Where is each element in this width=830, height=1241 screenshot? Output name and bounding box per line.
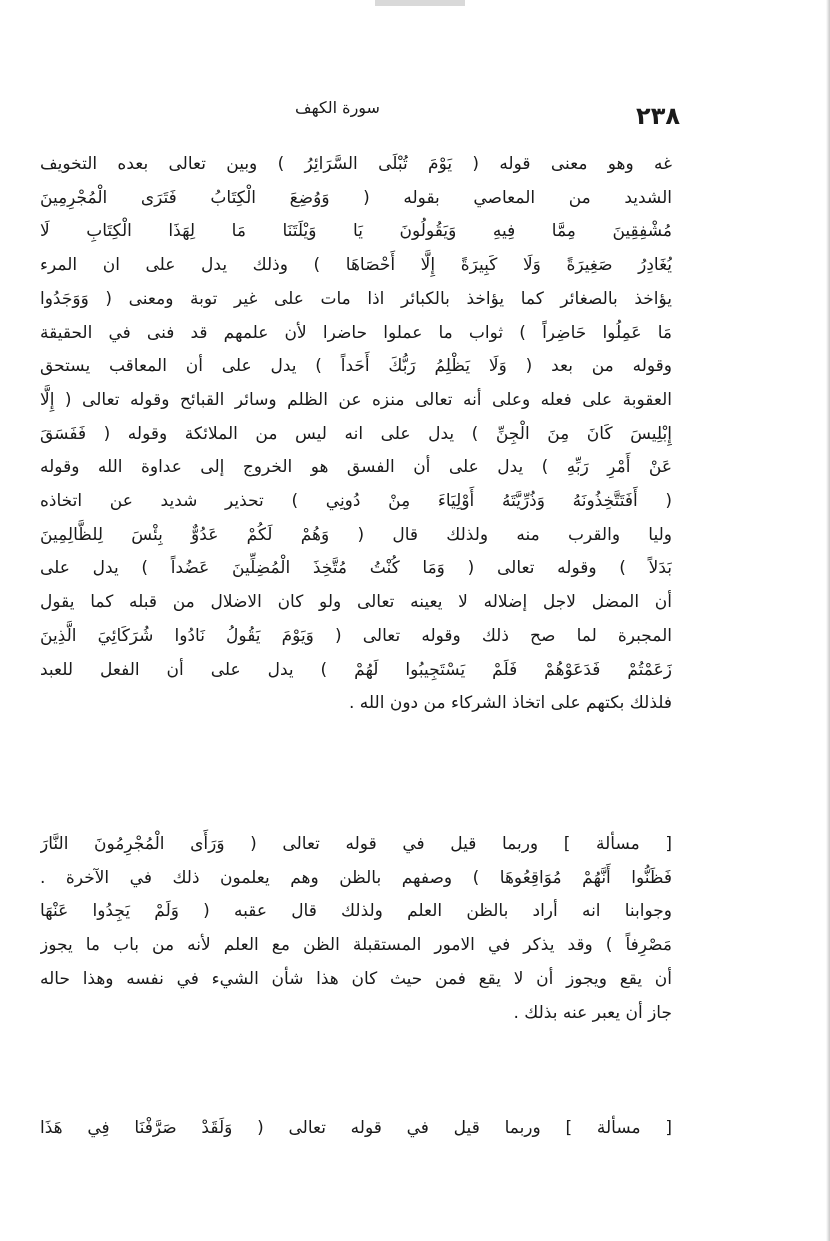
paragraph-commentary [40, 148, 672, 721]
text-line: [ مسألة ] وربما قيل في قوله تعالى ( وَلَقَدْ صَرَّفْنَا فِي هَذَا [40, 1118, 672, 1138]
text-line: يؤاخذ بالصغائر كما يؤاخذ بالكبائر اذا مات على غير توبة ومعنى ( وَوَجَدُوا [40, 288, 672, 309]
text-line: الشديد من المعاصي بقوله ( وَوُضِعَ الْكِتَابُ فَتَرَى الْمُجْرِمِينَ [40, 187, 672, 208]
text-line: جاز أن يعبر عنه بذلك . [513, 1002, 672, 1023]
text-line: مَا عَمِلُوا حَاضِراً ) ثواب ما عملوا حاضرا لأن علمهم قد فنى في الحقيقة [40, 322, 672, 343]
surah-title: سورة الكهف [295, 98, 380, 117]
text-line: وجوابنا انه أراد بالظن العلم ولذلك قال عقبه ( وَلَمْ يَجِدُوا عَنْهَا [40, 901, 672, 922]
text-line: أن يقع ويجوز أن لا يقع فمن حيث كان هذا شأن الشيء في نفسه وهذا حاله [40, 968, 672, 989]
text-line: وقوله من بعد ( وَلَا يَظْلِمُ رَبُّكَ أَحَداً ) يدل على أن المعاقب يستحق [40, 356, 672, 377]
text-line: ( أَفَتَتَّخِذُونَهُ وَذُرِّيَّتَهُ أَوْلِيَاءَ مِنْ دُونِي ) تحذير شديد عن اتخاذه [40, 491, 672, 512]
text-line: غه وهو معنى قوله ( يَوْمَ تُبْلَى السَّرَائِرُ ) وبين تعالى بعده التخويف [40, 154, 672, 174]
page-header [40, 98, 680, 134]
text-line: أن المضل لاجل إضلاله لا يعينه تعالى ولو كان الاضلال من قبله كما يقول [40, 592, 672, 613]
text-line: مَصْرِفاً ) وقد يذكر في الامور المستقبلة الظن مع العلم لأنه من باب ما يجوز [40, 935, 672, 956]
text-line: المجبرة لما صح ذلك وقوله تعالى ( وَيَوْمَ يَقُولُ نَادُوا شُرَكَائِيَ الَّذِينَ [40, 625, 672, 646]
paragraph-question-1 [40, 828, 672, 1030]
text-line: بَدَلاً ) وقوله تعالى ( وَمَا كُنْتُ مُتَّخِذَ الْمُضِلِّينَ عَضُداً ) يدل على [40, 558, 672, 579]
scan-tab-mark [375, 0, 465, 6]
text-line: العقوبة على فعله وعلى أنه تعالى منزه عن الظلم وسائر القبائح وقوله تعالى ( إِلَّا [40, 389, 672, 410]
paragraph-question-2 [40, 1112, 672, 1146]
text-line: فلذلك بكتهم على اتخاذ الشركاء من دون الله . [348, 693, 672, 714]
text-line: مُشْفِقِينَ مِمَّا فِيهِ وَيَقُولُونَ يَا وَيْلَتَنَا مَا لِهَذَا الْكِتَابِ لَا [40, 221, 672, 242]
text-line: زَعَمْتُمْ فَدَعَوْهُمْ فَلَمْ يَسْتَجِيبُوا لَهُمْ ) يدل على أن الفعل للعبد [40, 659, 672, 680]
text-line: [ مسألة ] وربما قيل في قوله تعالى ( وَرَأَى الْمُجْرِمُونَ النَّارَ [40, 834, 672, 854]
text-line: وليا والقرب منه ولذلك قال ( وَهُمْ لَكُمْ عَدُوٌّ بِئْسَ لِلظَّالِمِينَ [40, 524, 672, 545]
page-number: ٢٣٨ [636, 102, 680, 130]
text-line: إِبْلِيسَ كَانَ مِنَ الْجِنِّ ) يدل على انه ليس من الملائكة وقوله ( فَفَسَقَ [40, 423, 672, 444]
text-line: فَظَنُّوا أَنَّهُمْ مُوَاقِعُوهَا ) وصفهم بالظن وهم يعلمون ذلك في الآخرة . [40, 867, 672, 888]
scan-edge-shadow [826, 0, 830, 1241]
text-line: عَنْ أَمْرِ رَبِّهِ ) يدل على أن الفسق هو الخروج إلى عداوة الله وقوله [40, 457, 672, 478]
text-line: يُغَادِرُ صَغِيرَةً وَلَا كَبِيرَةً إِلَّا أَحْصَاهَا ) وذلك يدل على ان المرء [40, 255, 672, 276]
